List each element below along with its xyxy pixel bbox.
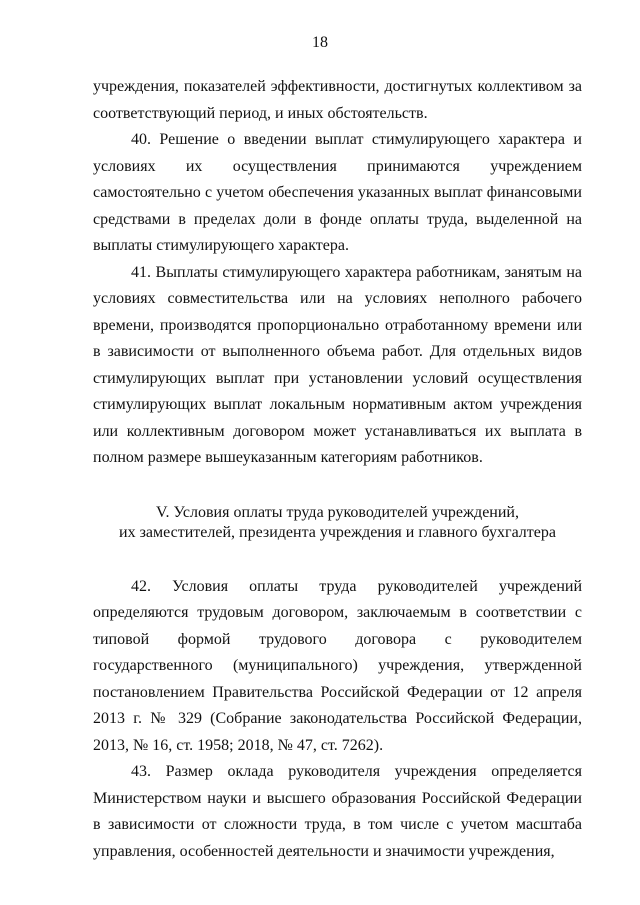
section-heading-line-1: V. Условия оплаты труда руководителей учреждений, <box>156 503 519 521</box>
paragraph-40: 40. Решение о введении выплат стимулирующего характера и условиях их осуществления принимаются учреждением самостоятельно с учетом обеспечения указанных выплат финансовыми средствами в пределах доли в фонде оплаты труда, выделенной на выплаты стимулирующего характера. <box>93 131 582 254</box>
paragraph-43: 43. Размер оклада руководителя учреждения определяется Министерством науки и высшего образования Российской Федерации в зависимости от сложности труда, в том числе с учетом масштаба управления, особенностей деятельности и значимости учреждения, <box>93 763 582 860</box>
page-number: 18 <box>312 34 328 51</box>
section-heading-line-2: их заместителей, президента учреждения и главного бухгалтера <box>119 523 556 541</box>
paragraph-continuation: учреждения, показателей эффективности, достигнутых коллективом за соответствующий период, и иных обстоятельств. <box>93 78 582 122</box>
paragraph-42: 42. Условия оплаты труда руководителей учреждений определяются трудовым договором, заключаемым в соответствии с типовой формой трудового договора с руководителем государственного (муниципального) учреждения, утвержденной постановлением Правительства Российской Федерации от 12 апреля 2013 г. № 329 (Собрание законодательства Российской Федерации, 2013, № 16, ст. 1958; 2018, № 47, ст. 7262). <box>93 577 582 754</box>
section-heading <box>93 503 582 543</box>
document-body <box>93 74 582 865</box>
paragraph-41: 41. Выплаты стимулирующего характера работникам, занятым на условиях совместительства или на условиях неполного рабочего времени, производятся пропорционально отработанному времени или в зависимости от выполненного объема работ. Для отдельных видов стимулирующих выплат при установлении условий осуществления стимулирующих выплат локальным нормативным актом учреждения или коллективным договором может устанавливаться их выплата в полном размере вышеуказанным категориям работников. <box>93 263 582 466</box>
